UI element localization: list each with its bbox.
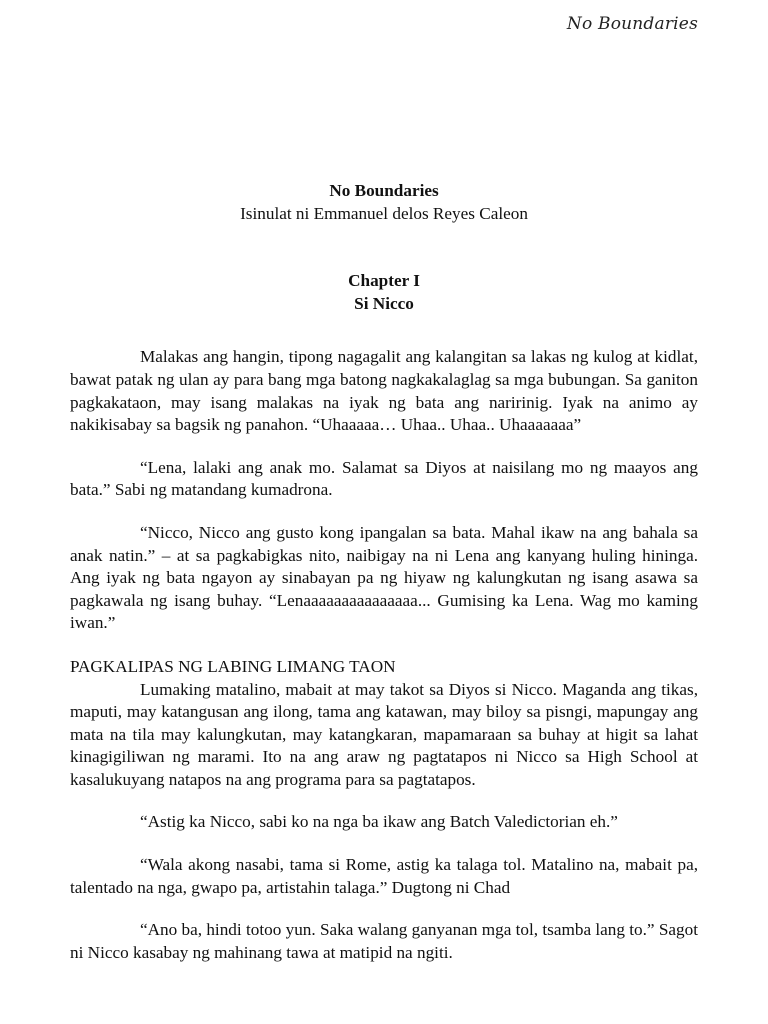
paragraph: “Astig ka Nicco, sabi ko na nga ba ikaw ang Batch Valedictorian eh.” xyxy=(140,812,618,832)
chapter-name: Si Nicco xyxy=(354,293,414,313)
chapter-heading xyxy=(70,270,698,315)
paragraph: Lumaking matalino, mabait at may takot sa Diyos si Nicco. Maganda ang tikas, maputi, may katangusan ang ilong, tama ang katawan, may biloy sa pisngi, mapungay ang mata na tila may kalungkutan, may katangkaran, mapamaraan sa buhay at higit sa lahat kinagigiliwan ng marami. Ito na ang araw ng pagtatapos ni Nicco sa High School at kasalukuyang natapos na ang programa para sa pagtatapos. xyxy=(70,679,698,789)
paragraph: “Nicco, Nicco ang gusto kong ipangalan sa bata. Mahal ikaw na ang bahala sa anak natin.” – at sa pagkabigkas nito, naibigay na ni Lena ang kanyang huling hininga. Ang iyak ng bata ngayon ay sinabayan pa ng hiyaw ng kalungkutan ng isang asawa sa pagkawala ng isang buhay. “Lenaaaaaaaaaaaaaaa... Gumising ka Lena. Wag mo kaming iwan.” xyxy=(70,522,698,633)
paragraph: “Ano ba, hindi totoo yun. Saka walang ganyanan mga tol, tsamba lang to.” Sagot ni Nicco kasabay ng mahinang tawa at matipid na ngiti. xyxy=(70,920,698,962)
section-heading: PAGKALIPAS NG LABING LIMANG TAON xyxy=(70,656,396,676)
title-block xyxy=(70,180,698,225)
paragraph: Malakas ang hangin, tipong nagagalit ang kalangitan sa lakas ng kulog at kidlat, bawat patak ng ulan ay para bang mga batong nagkakalaglag sa mga bubungan. Sa ganiton pagkakataon, may isang malakas na iyak ng bata ang naririnig. Iyak na animo ay nakikisabay sa bagsik ng panahon. “Uhaaaaa… Uhaa.. Uhaa.. Uhaaaaaaa” xyxy=(70,347,698,435)
running-header: No Boundaries xyxy=(566,14,698,34)
document-page xyxy=(70,180,698,964)
paragraph: “Lena, lalaki ang anak mo. Salamat sa Diyos at naisilang mo ng maayos ang bata.” Sabi ng matandang kumadrona. xyxy=(70,457,698,500)
chapter-number: Chapter I xyxy=(348,271,420,291)
document-title: No Boundaries xyxy=(329,181,439,200)
paragraph: “Wala akong nasabi, tama si Rome, astig ka talaga tol. Matalino na, mabait pa, talentado na nga, gwapo pa, artistahin talaga.” Dugtong ni Chad xyxy=(70,855,698,897)
document-byline: Isinulat ni Emmanuel delos Reyes Caleon xyxy=(240,203,528,223)
